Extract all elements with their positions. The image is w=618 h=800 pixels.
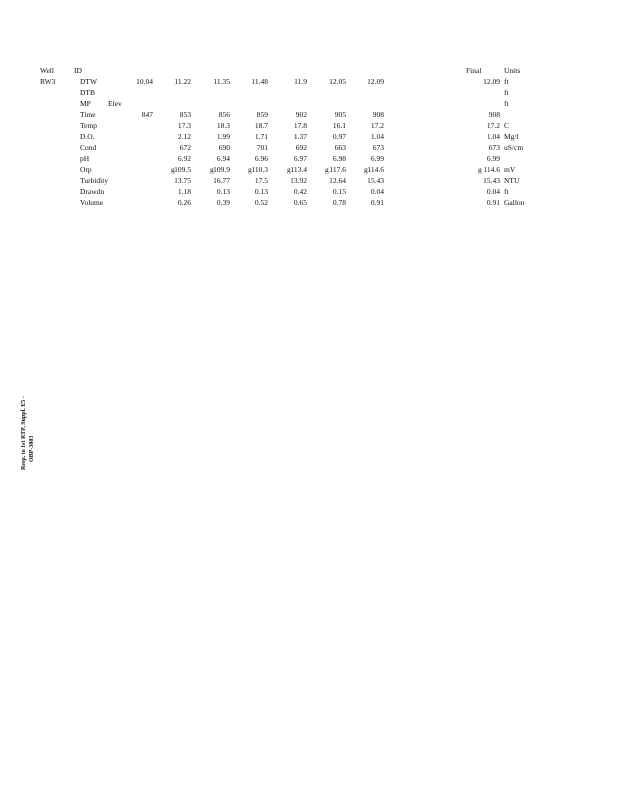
cell-value: 17.3 [177,121,191,130]
cell-value: 908 [372,110,384,119]
cell-unit: Gallon [504,198,525,207]
cell-value: 109.5 [174,165,191,174]
cell-unit: NTU [504,176,520,185]
cell-unit: mV [504,165,516,174]
cell-final: 6.99 [486,154,500,163]
cell-value: 2.12 [177,132,191,141]
cell-value: 109.9 [213,165,230,174]
cell-value: 0.65 [293,198,307,207]
row-param: Orp [80,165,92,174]
orp-prefix: g [171,165,175,174]
cell-value: 0.42 [293,187,307,196]
cell-value: 17.8 [293,121,307,130]
cell-unit: Mg/l [504,132,519,141]
cell-final: 12.09 [483,77,500,86]
cell-value: 15.43 [367,176,384,185]
cell-final: 0.04 [486,187,500,196]
cell-value: 117.6 [329,165,346,174]
cell-value: 1.18 [177,187,191,196]
cell-value: 12.05 [329,77,346,86]
cell-unit: ft [504,99,509,108]
cell-final: 114.6 [483,165,500,174]
cell-value: 0.04 [370,187,384,196]
cell-value: 1.37 [293,132,307,141]
cell-value: 853 [179,110,191,119]
cell-value: 10.04 [136,77,153,86]
cell-value: 18.3 [216,121,230,130]
cell-value: 672 [179,143,191,152]
orp-prefix: g [287,165,291,174]
cell-value: 692 [295,143,307,152]
cell-value: 113.4 [290,165,307,174]
cell-value: 0.97 [332,132,346,141]
row-param-extra: Elev [108,99,122,108]
well-id: RW3 [40,77,56,86]
cell-final: 1.04 [486,132,500,141]
cell-value: 859 [256,110,268,119]
header-final: Final [466,66,482,75]
cell-value: 11.48 [251,77,268,86]
side-note-line2: OBP-3003 [29,435,35,462]
cell-unit: ft [504,77,509,86]
cell-value: 17.5 [254,176,268,185]
cell-value: 0.13 [216,187,230,196]
cell-value: 0.26 [177,198,191,207]
cell-final: 0.91 [486,198,500,207]
cell-value: 11.9 [294,77,307,86]
cell-final: 908 [488,110,500,119]
cell-value: 856 [218,110,230,119]
cell-value: 18.7 [254,121,268,130]
row-param: D.O. [80,132,95,141]
row-param: Cond [80,143,97,152]
row-param: DTW [80,77,98,86]
cell-value: 0.39 [216,198,230,207]
cell-value: 0.78 [332,198,346,207]
cell-value: 6.98 [332,154,346,163]
header-units: Units [504,66,521,75]
cell-value: 847 [141,110,153,119]
cell-value: 1.99 [216,132,230,141]
cell-value: 6.94 [216,154,230,163]
row-param: Turbidity [80,176,109,185]
cell-value: 0.13 [254,187,268,196]
orp-final-prefix: g [478,165,482,174]
cell-final: 15.43 [483,176,500,185]
cell-unit: ft [504,187,509,196]
cell-value: 12.09 [367,77,384,86]
cell-value: 114.6 [367,165,384,174]
header-id: ID [74,66,82,75]
cell-value: 16.77 [213,176,230,185]
row-param: DTB [80,88,95,97]
cell-value: 701 [256,143,268,152]
row-param: MP [80,99,91,108]
cell-value: 6.97 [293,154,307,163]
cell-value: 902 [295,110,307,119]
cell-value: 16.1 [332,121,346,130]
orp-prefix: g [325,165,329,174]
cell-final: 673 [488,143,500,152]
cell-value: 0.52 [254,198,268,207]
cell-value: 17.2 [370,121,384,130]
cell-value: 13.92 [290,176,307,185]
side-note-line1: Resp. to 1st RTP, Suppl. E5 - [21,396,27,470]
cell-value: 6.92 [177,154,191,163]
cell-value: 905 [334,110,346,119]
row-param: pH [80,154,90,163]
row-param: Temp [80,121,97,130]
orp-prefix: g [248,165,252,174]
cell-value: 1.71 [254,132,268,141]
cell-value: 11.35 [213,77,230,86]
cell-value: 12.64 [329,176,346,185]
cell-unit: uS/cm [504,143,524,152]
row-param: Time [80,110,96,119]
cell-unit: ft [504,88,509,97]
cell-value: 0.91 [370,198,384,207]
row-param: Volume [80,198,104,207]
cell-value: 673 [372,143,384,152]
cell-value: 6.99 [370,154,384,163]
cell-final: 17.2 [486,121,500,130]
orp-prefix: g [210,165,214,174]
header-well: Well [40,66,54,75]
cell-value: 6.96 [254,154,268,163]
cell-value: 13.75 [174,176,191,185]
cell-value: 0.15 [332,187,346,196]
cell-value: 110.3 [251,165,268,174]
orp-prefix: g [364,165,368,174]
cell-value: 1.04 [370,132,384,141]
cell-value: 11.22 [174,77,191,86]
cell-value: 690 [218,143,230,152]
cell-unit: C [504,121,510,130]
row-param: Drawdn [80,187,105,196]
cell-value: 663 [334,143,346,152]
